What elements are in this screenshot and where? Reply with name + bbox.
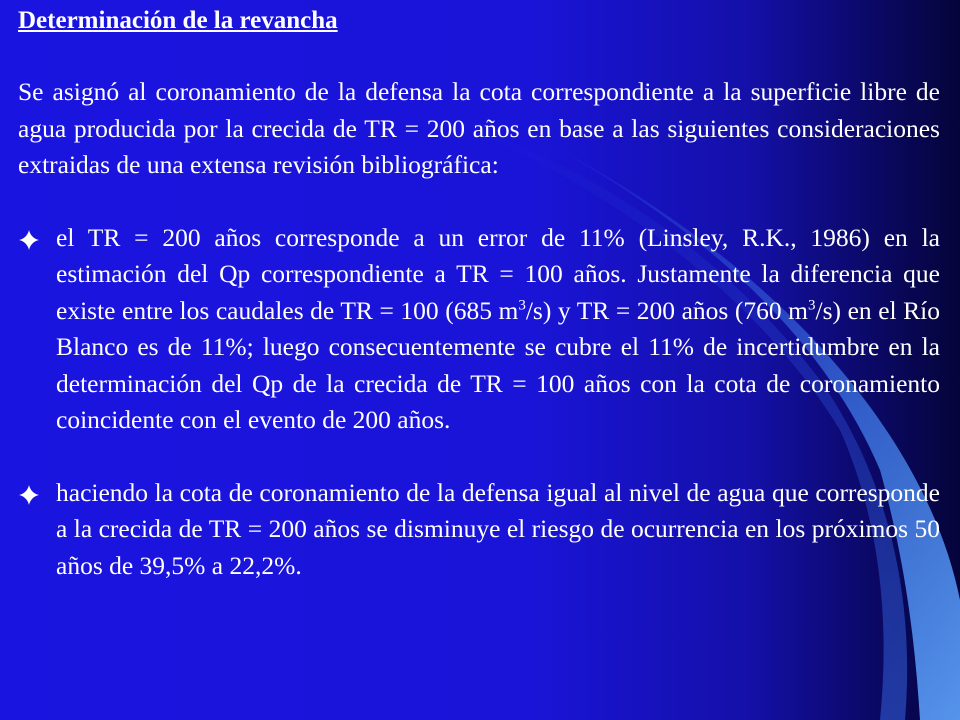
- bullet-2-text: haciendo la cota de coronamiento de la defensa igual al nivel de agua que corresponde a la crecida de TR = 200 años se disminuye el riesgo de ocurrencia en los próximos 50 años de 39,5% a 22,2%.: [56, 477, 940, 580]
- bullet-1-superscript-a: 3: [518, 297, 526, 313]
- slide-content: [18, 4, 940, 584]
- bullet-item-2: [18, 475, 940, 585]
- diamond-bullet-icon: [18, 229, 40, 251]
- slide-title: Determinación de la revancha: [18, 7, 338, 34]
- intro-paragraph: Se asignó al coronamiento de la defensa la cota correspondiente a la superficie libre de agua producida por la crecida de TR = 200 años en base a las siguientes consideraciones extraidas de una extensa revisión bibliográfica:: [18, 77, 940, 179]
- bullet-item-1: [18, 220, 940, 439]
- bullet-1-superscript-b: 3: [808, 297, 816, 313]
- bullet-1-text-b: /s) y TR = 200 años (760 m: [525, 295, 809, 325]
- bullet-1-text-c: /s) en el Río Blanco es de 11%; luego consecuentemente se cubre el 11% de incertidumbre en la determinación del Qp de la crecida de TR = 100 años con la cota de coronamiento coincidente con el evento de 200 años.: [56, 295, 940, 434]
- bullet-1-text-a: el TR = 200 años corresponde a un error de 11% (Linsley, R.K., 1986) en la estimación del Qp correspondiente a TR = 100 años. Justamente la diferencia que existe entre los caudales de TR = 100 (685 m: [56, 222, 940, 325]
- diamond-bullet-icon: [18, 484, 40, 506]
